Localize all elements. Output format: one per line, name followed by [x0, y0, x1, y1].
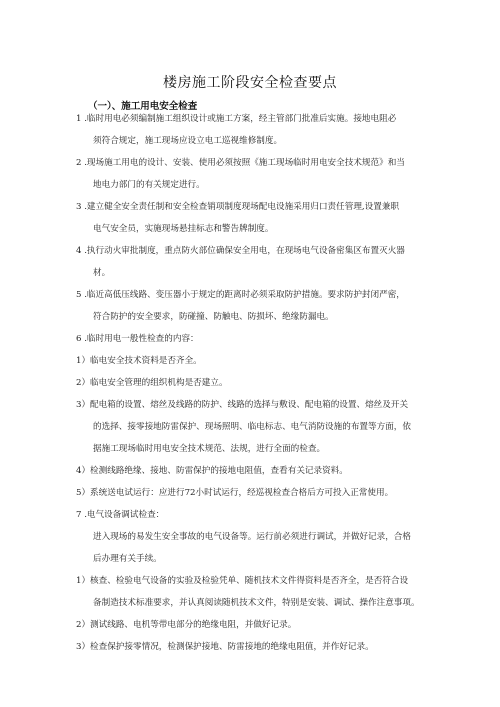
text-line: 符合防护的安全要求，防碰撞、防触电、防损坏、绝缘防漏电。 — [93, 312, 334, 322]
document-title: 楼房施工阶段安全检查要点 — [163, 75, 337, 91]
text-line: 须符合规定，施工现场应设立电工巡视维修制度。 — [93, 136, 283, 146]
section-heading: （一）、施工用电安全检查 — [88, 101, 198, 112]
text-line: 2）测试线路、电机等带电部分的绝缘电阻，并做好记录。 — [76, 620, 297, 630]
text-line: 6 .临时用电一般性检查的内容： — [76, 334, 199, 344]
text-line: 3 .建立健全安全责任制和安全检查销项制度现场配电设施采用归口责任管理,设置兼职 — [76, 202, 400, 212]
text-line: 的选择、接零接地防雷保护、现场照明、临电标志、电气消防设施的布置等方面，依 — [93, 422, 411, 432]
text-line: 3）检查保护接零情况，检测保护接地、防雷接地的绝缘电阻值，并作好记录。 — [76, 642, 374, 652]
text-line: 1）临电安全技术资料是否齐全。 — [76, 356, 202, 366]
text-line: 5）系统送电试运行：应进行72小时试运行，经巡视检查合格后方可投入正常使用。 — [76, 488, 394, 498]
text-line: 据施工现场临时用电安全技术规范、法规，进行全面的检查。 — [93, 444, 326, 454]
text-line: 1）核查、检验电气设备的实验及检验凭单、随机技术文件得资料是否齐全，是否符合设 — [76, 576, 409, 586]
text-line: 7 .电气设备调试检查： — [76, 510, 165, 520]
text-line: 材。 — [93, 268, 111, 278]
text-line: 3）配电箱的设置、熔丝及线路的防护、线路的选择与敷设、配电箱的设置、熔丝及开关 — [76, 400, 409, 410]
text-line: 备制造技术标准要求，并认真阅读随机技术文件，特别是安装、调试、操作注意事项。 — [93, 598, 420, 608]
text-line: 2）临电安全管理的组织机构是否建立。 — [76, 378, 228, 388]
text-line: 后办理有关手续。 — [93, 554, 162, 564]
text-line: 4）检测线路绝缘、接地、防雷保护的接地电阻值，查看有关记录资料。 — [76, 466, 348, 476]
text-line: 电气安全员，实施现场悬挂标志和警告牌制度。 — [93, 224, 274, 234]
text-line: 5 .临近高低压线路、变压器小于规定的距离时必须采取防护措施。要求防护封闭严密， — [76, 290, 405, 300]
text-line: 4 .执行动火审批制度，重点防火部位确保安全用电，在现场电气设备密集区布置灭火器 — [76, 246, 405, 256]
text-line: 进入现场的易发生安全事故的电气设备等。运行前必须进行调试，并做好记录，合格 — [93, 532, 411, 542]
text-line: 地电力部门的有关规定进行。 — [93, 180, 205, 190]
text-line: 1 .临时用电必须编制施工组织设计或施工方案，经主管部门批准后实施。接地电阻必 — [76, 114, 397, 124]
text-line: 2 .现场施工用电的设计、安装、使用必须按照《施工现场临时用电安全技术规范》和当 — [76, 158, 405, 168]
